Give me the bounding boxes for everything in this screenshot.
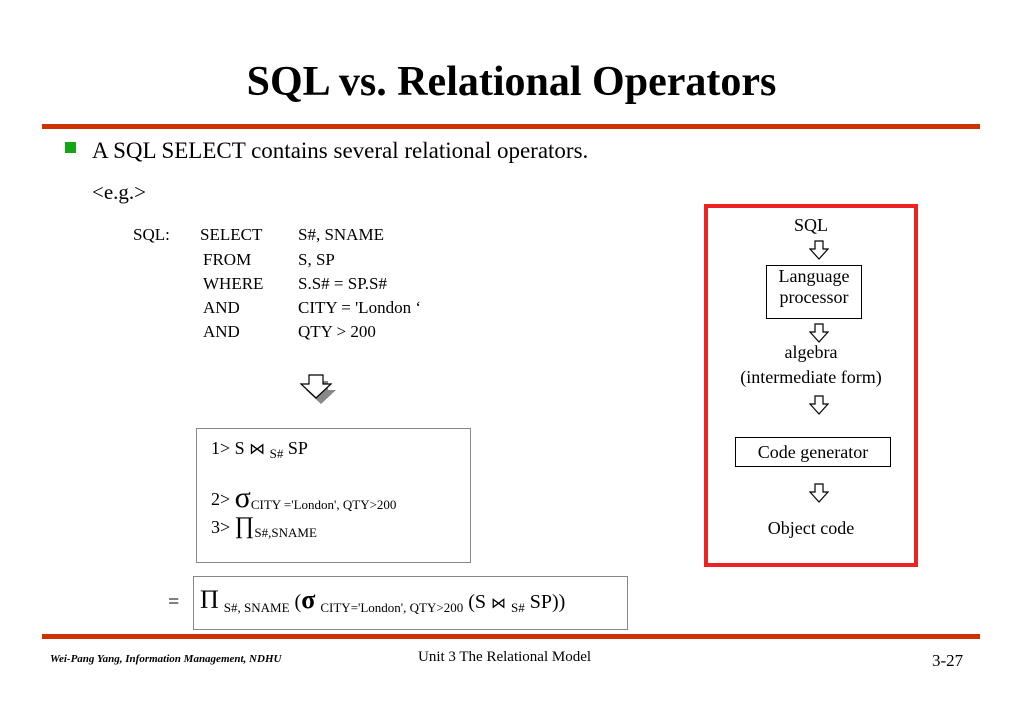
step-number: 3> <box>211 517 231 537</box>
step-join-left: 1> S <box>211 438 245 458</box>
join-subscript: S# <box>269 446 284 461</box>
sql-keyword: FROM <box>203 250 252 269</box>
sigma-icon: σ <box>234 481 251 514</box>
down-arrow-icon <box>298 372 344 406</box>
project-attributes: S#, SNAME <box>223 600 290 615</box>
sql-keyword: WHERE <box>203 274 264 293</box>
step-select <box>211 481 396 515</box>
sql-argument: S#, SNAME <box>298 225 384 244</box>
language-processor-label: processor <box>779 287 849 307</box>
join-subscript: S# <box>511 600 525 615</box>
relation-s: (S <box>468 591 486 613</box>
top-divider <box>42 124 980 129</box>
combined-expression <box>200 585 565 616</box>
bullet-square-icon <box>65 142 76 153</box>
step-join-right: SP <box>287 438 308 458</box>
pipeline-intermediate: (intermediate form) <box>740 367 882 387</box>
equals-sign: = <box>168 591 180 613</box>
sql-keyword: AND <box>203 298 240 317</box>
pi-icon: Π <box>200 585 219 614</box>
sql-argument: S.S# = SP.S# <box>298 274 387 293</box>
step-project <box>211 513 317 541</box>
sql-keyword: SELECT <box>200 225 263 244</box>
relation-sp: SP)) <box>529 591 566 613</box>
sql-keyword: AND <box>203 322 240 341</box>
pipeline-algebra: algebra <box>784 342 838 362</box>
footer-author: Wei-Pang Yang, Information Management, NDHU <box>50 653 282 665</box>
compilation-pipeline <box>704 204 918 567</box>
open-paren: ( <box>294 591 302 613</box>
pi-icon: ∏ <box>234 513 255 539</box>
sql-argument: CITY = 'London ‘ <box>298 298 421 317</box>
select-condition: CITY ='London', QTY>200 <box>250 497 397 512</box>
page-number: 3-27 <box>932 651 964 670</box>
pipeline-object-code: Object code <box>767 518 855 538</box>
select-condition: CITY='London', QTY>200 <box>320 600 464 615</box>
project-attributes: S#,SNAME <box>254 525 317 540</box>
sql-argument: S, SP <box>298 250 335 269</box>
sql-label: SQL: <box>133 225 170 244</box>
language-processor-label: Language <box>778 266 850 286</box>
footer-unit: Unit 3 The Relational Model <box>418 649 592 665</box>
example-label: <e.g.> <box>92 180 147 204</box>
code-generator-box: Code generator <box>735 437 891 467</box>
sigma-icon: σ <box>301 585 316 614</box>
down-arrow-icon <box>809 482 829 504</box>
down-arrow-icon <box>809 239 829 261</box>
combined-expression-box <box>193 576 628 630</box>
page-title: SQL vs. Relational Operators <box>246 59 777 105</box>
down-arrow-icon <box>809 322 829 344</box>
down-arrow-icon <box>809 394 829 416</box>
sql-argument: QTY > 200 <box>298 322 376 341</box>
pipeline-sql: SQL <box>793 215 828 235</box>
language-processor-box <box>766 265 862 319</box>
bottom-divider <box>42 634 980 639</box>
join-icon: ⋈ <box>491 596 506 612</box>
algebra-steps-box <box>196 428 471 563</box>
step-join <box>211 438 308 462</box>
join-icon: ⋈ <box>249 441 266 458</box>
bullet-text: A SQL SELECT contains several relational operators. <box>92 138 589 163</box>
step-number: 2> <box>211 489 231 509</box>
